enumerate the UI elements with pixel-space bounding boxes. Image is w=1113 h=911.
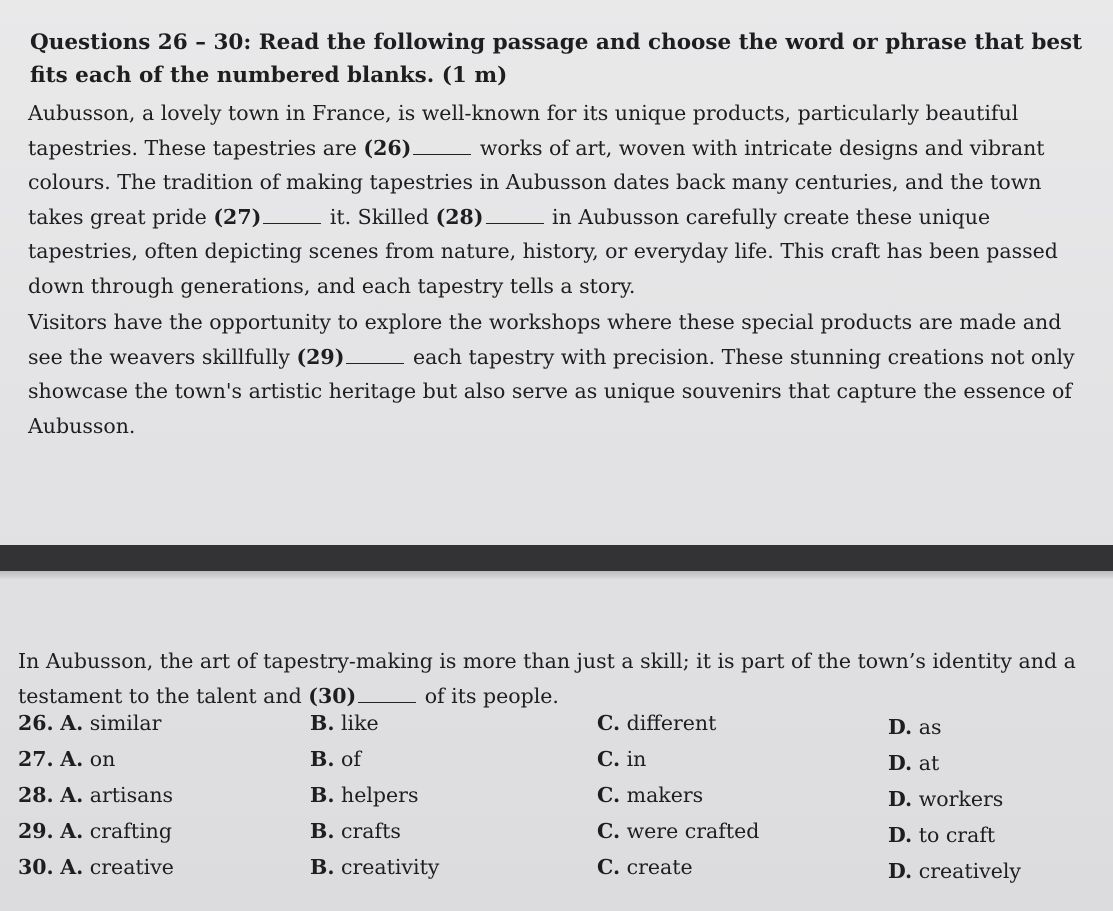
- blank-number-26: (26): [363, 135, 412, 160]
- p2-text-2: each tapestry with precision. These stunning creations not only showcase the town's artistic heritage but also serve as unique souvenirs that capture the essence of Aubusson.: [28, 344, 1075, 438]
- p1-text-1: Aubusson, a lovely town in France, is well-known for its unique products, particularly beautiful tapestries. These tapestries are: [28, 101, 1019, 160]
- blank-number-28: (28): [435, 204, 484, 229]
- page-divider-shadow: [0, 571, 1113, 579]
- blank-number-29: (29): [296, 344, 345, 369]
- option-30-b[interactable]: B. creativity: [310, 855, 440, 879]
- blank-28: [486, 222, 544, 224]
- option-28-c[interactable]: C. makers: [597, 783, 704, 807]
- option-27-a[interactable]: 27. A. on: [18, 747, 116, 771]
- option-29-b[interactable]: B. crafts: [310, 819, 401, 843]
- blank-30: [358, 701, 416, 703]
- question-row-30: [18, 855, 1098, 891]
- option-27-d[interactable]: D. at: [888, 751, 940, 775]
- option-30-a[interactable]: 30. A. creative: [18, 855, 174, 879]
- question-row-28: [18, 783, 1098, 819]
- option-26-b[interactable]: B. like: [310, 711, 379, 735]
- option-26-c[interactable]: C. different: [597, 711, 717, 735]
- question-row-27: [18, 747, 1098, 783]
- option-29-d[interactable]: D. to craft: [888, 823, 996, 847]
- p1-text-3: it. Skilled: [329, 204, 430, 229]
- option-30-d[interactable]: D. creatively: [888, 859, 1021, 883]
- passage-paragraph-2: [28, 305, 1098, 443]
- option-28-d[interactable]: D. workers: [888, 787, 1004, 811]
- option-26-a[interactable]: 26. A. similar: [18, 711, 162, 735]
- page-divider-band: [0, 545, 1113, 571]
- questions-heading: Questions 26 – 30: Read the following passage and choose the word or phrase that best fits each of the numbered blanks. (1 m): [30, 30, 1083, 88]
- p2-text-1: Visitors have the opportunity to explore the workshops where these special products are made and see the weavers skillfully: [28, 310, 1062, 369]
- passage-paragraph-3: [18, 644, 1088, 713]
- p1-text-4: in Aubusson carefully create these unique tapestries, often depicting scenes from nature, history, or everyday life. This craft has been passed down through generations, and each tapestry tells a story.: [28, 204, 1058, 298]
- option-27-b[interactable]: B. of: [310, 747, 361, 771]
- answer-options: [18, 711, 1098, 891]
- blank-27: [263, 222, 321, 224]
- option-29-a[interactable]: 29. A. crafting: [18, 819, 172, 843]
- question-row-29: [18, 819, 1098, 855]
- option-28-a[interactable]: 28. A. artisans: [18, 783, 174, 807]
- blank-29: [346, 362, 404, 364]
- option-30-c[interactable]: C. create: [597, 855, 693, 879]
- p3-text-2: of its people.: [424, 683, 559, 708]
- blank-number-30: (30): [308, 683, 357, 708]
- option-28-b[interactable]: B. helpers: [310, 783, 419, 807]
- blank-26: [413, 153, 471, 155]
- blank-number-27: (27): [213, 204, 262, 229]
- option-26-d[interactable]: D. as: [888, 715, 942, 739]
- question-row-26: [18, 711, 1098, 747]
- option-27-c[interactable]: C. in: [597, 747, 647, 771]
- p1-text-2: works of art, woven with intricate designs and vibrant colours. The tradition of making tapestries in Aubusson dates back many centuries, and the town takes great pride: [28, 135, 1045, 229]
- passage-paragraph-1: [28, 96, 1098, 303]
- option-29-c[interactable]: C. were crafted: [597, 819, 760, 843]
- p3-text-1: In Aubusson, the art of tapestry-making is more than just a skill; it is part of the town’s identity and a testament to the talent and: [18, 649, 1076, 708]
